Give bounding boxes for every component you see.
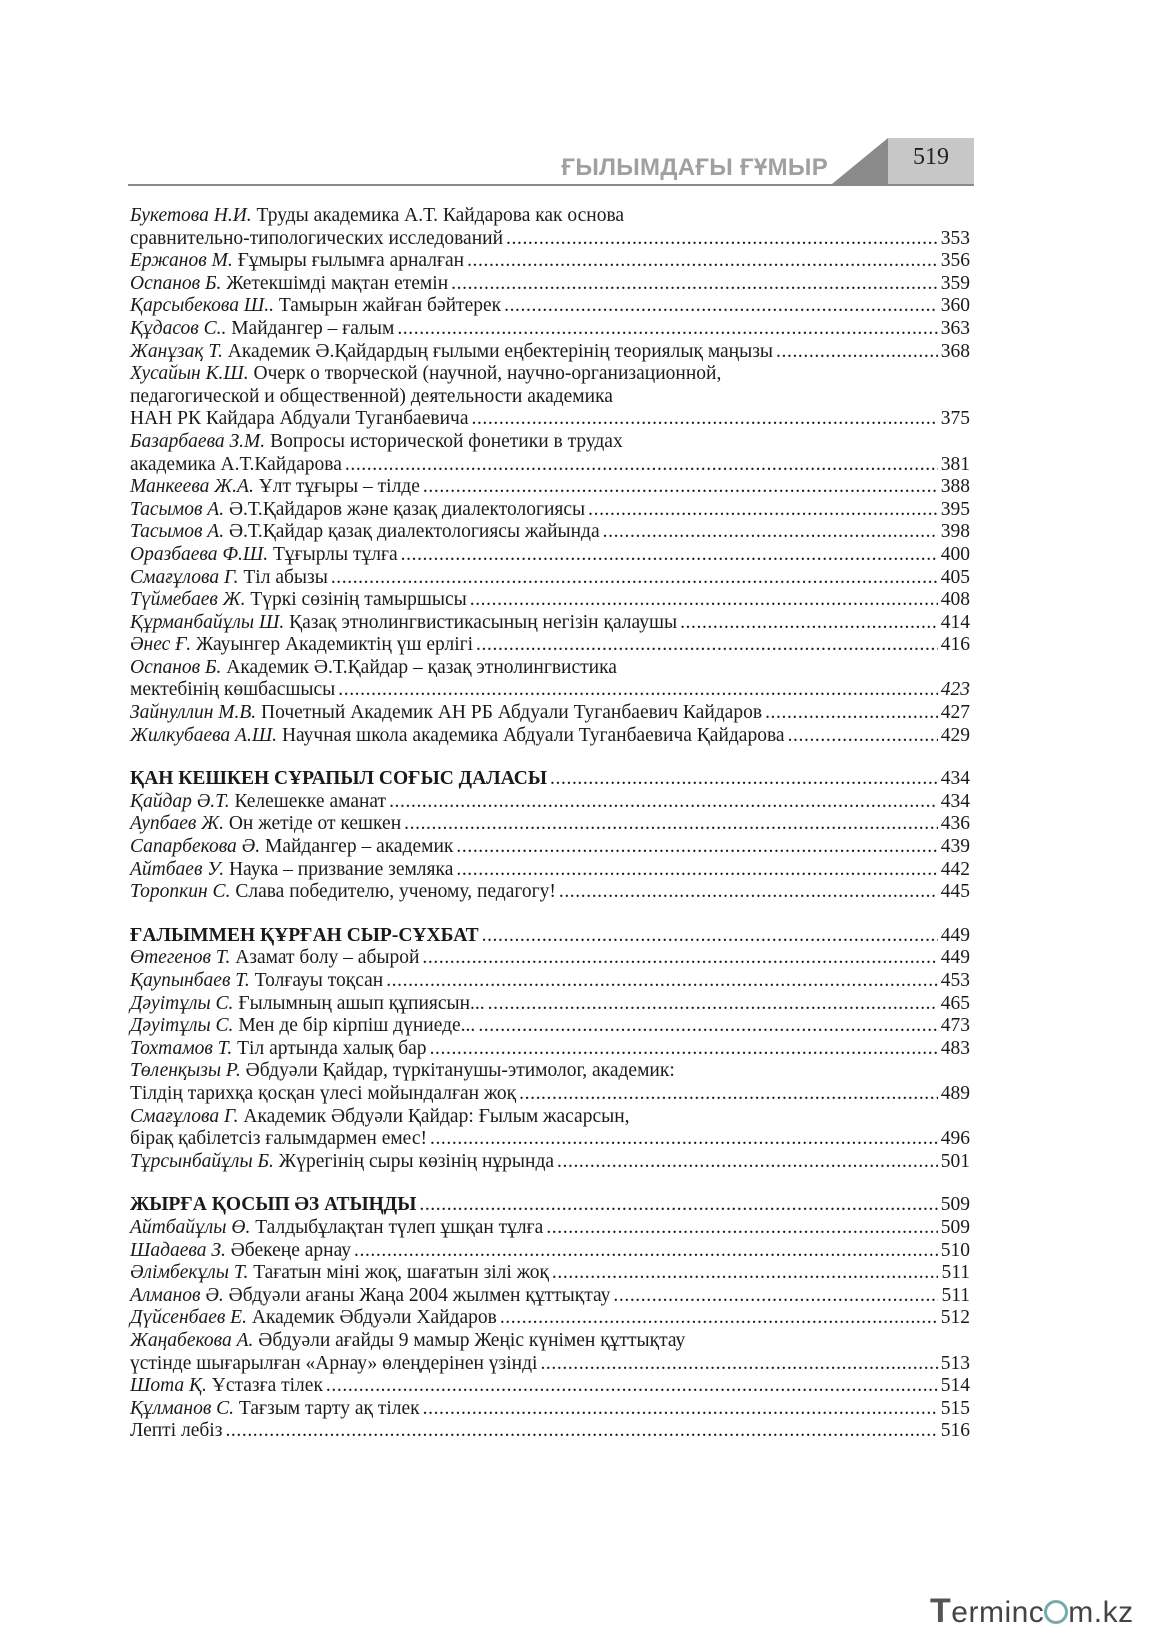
entry-title: Академик Ә.Т.Қайдар – қазақ этнолингвистика (226, 656, 617, 678)
entry-page-number: 360 (940, 295, 970, 317)
entry-text (130, 836, 453, 859)
entry-title: Тілдің тарихқа қосқан үлесі мойындалған жоқ (130, 1082, 517, 1104)
toc-entry-line (130, 859, 970, 882)
entry-page-number: 368 (940, 340, 970, 362)
toc-entry-line (130, 499, 970, 522)
entry-page-number: 400 (940, 543, 970, 565)
dot-leader (478, 1015, 937, 1038)
entry-title: Әбдуәли ағаны Жаңа 2004 жылмен құттықтау (228, 1284, 611, 1306)
dot-leader (559, 881, 938, 904)
entry-page-number: 510 (940, 1239, 970, 1261)
entry-author: Дәуітұлы С. (130, 1015, 234, 1037)
dot-leader (422, 947, 937, 970)
toc-entry-line (130, 702, 970, 725)
dot-leader (540, 1353, 937, 1376)
toc-entry-line (130, 431, 970, 454)
toc-entry-line (130, 1015, 970, 1038)
entry-page-number: 489 (940, 1082, 970, 1104)
entry-author: Әлімбекұлы Т. (130, 1262, 249, 1284)
dot-leader (776, 341, 938, 364)
entry-text (130, 363, 721, 386)
toc-section-heading (130, 768, 970, 791)
entry-title: Әбдуәли ағайды 9 мамыр Жеңіс күнімен құттықтау (258, 1329, 686, 1351)
entry-title: бірақ қабілетсіз ғалымдармен емес! (130, 1128, 427, 1150)
entry-text (130, 567, 328, 590)
entry-text (130, 521, 600, 544)
entry-author: Құрманбайұлы Ш. (130, 611, 285, 633)
entry-text (130, 1015, 475, 1038)
toc-entry-line (130, 476, 970, 499)
section-title: ҚАН КЕШКЕН СҰРАПЫЛ СОҒЫС ДАЛАСЫ (130, 768, 548, 790)
entry-author: Құлманов С. (130, 1397, 235, 1419)
entry-text (130, 1083, 516, 1106)
entry-page-number: 408 (940, 589, 970, 611)
entry-author: Жанұзақ Т. (130, 340, 223, 362)
toc-section-heading (130, 1194, 970, 1217)
toc-entry-line (130, 1217, 970, 1240)
entry-text (130, 228, 503, 251)
dot-leader (338, 679, 938, 702)
dot-leader (680, 612, 938, 635)
entry-title: Очерк о творческой (научной, научно-организационной, (253, 363, 722, 385)
entry-title: Он жетіде от кешкен (228, 813, 402, 835)
dot-leader (401, 544, 938, 567)
entry-text (130, 1307, 497, 1330)
toc-entry-line (130, 657, 970, 680)
entry-text (130, 295, 501, 318)
toc-entry-line (130, 1106, 970, 1129)
entry-text (130, 791, 386, 814)
entry-author: Қарсыбекова Ш.. (130, 295, 274, 317)
entry-author: Әнес Ғ. (130, 634, 192, 656)
entry-text (130, 993, 485, 1016)
entry-text (130, 1060, 675, 1083)
watermark-t: T (930, 1592, 952, 1630)
dot-leader (397, 318, 937, 341)
header-title: ҒЫЛЫМДАҒЫ ҒҰМЫР (561, 154, 828, 181)
entry-text (130, 1151, 554, 1174)
toc-entry-line (130, 454, 970, 477)
entry-text (130, 702, 762, 725)
entry-page-number: 512 (940, 1307, 970, 1329)
dot-leader (500, 1307, 938, 1330)
entry-author: Қаупынбаев Т. (130, 970, 250, 991)
watermark-part2: m.kz (1068, 1596, 1134, 1629)
dot-leader (504, 295, 938, 318)
toc-entry-line (130, 567, 970, 590)
entry-text (130, 634, 473, 657)
entry-title: Толғауы тоқсан (254, 970, 384, 991)
entry-title: Ғылымның ашып құпиясын... (238, 992, 485, 1014)
toc-entry-line (130, 947, 970, 970)
entry-title: Тіл абызы (243, 566, 328, 588)
entry-text (130, 1285, 610, 1308)
entry-title: Жауынгер Академиктің үш ерлігі (196, 634, 474, 656)
entry-author: Ержанов М. (130, 250, 233, 272)
entry-page-number: 509 (940, 1194, 970, 1216)
entry-author: Алманов Ә. (130, 1284, 224, 1306)
entry-page-number: 515 (940, 1397, 970, 1419)
toc-entry-line (130, 1083, 970, 1106)
magnifier-icon (1044, 1600, 1068, 1624)
toc-entry-line (130, 205, 970, 228)
dot-leader (456, 859, 937, 882)
entry-page-number: 453 (940, 970, 970, 991)
entry-text (130, 725, 785, 748)
entry-text (130, 881, 556, 904)
dot-leader (225, 1420, 937, 1443)
toc-entry-line (130, 1285, 970, 1308)
toc-entry-line (130, 725, 970, 748)
entry-page-number: 434 (940, 768, 970, 790)
entry-page-number: 473 (940, 1015, 970, 1037)
dot-leader (476, 634, 938, 657)
toc-entry-line (130, 521, 970, 544)
entry-page-number: 509 (940, 1216, 970, 1238)
entry-author: Оспанов Б. (130, 272, 222, 294)
toc-entry-line (130, 993, 970, 1016)
entry-page-number: 516 (940, 1420, 970, 1442)
entry-text (130, 612, 677, 635)
dot-leader (423, 1398, 938, 1421)
entry-title: Ұлт тұғыры – тілде (258, 476, 420, 498)
entry-title: Жүрегінің сыры көзінің нұрында (278, 1150, 555, 1172)
entry-author: Дүйсенбаев Е. (130, 1307, 247, 1329)
entry-text (130, 947, 419, 970)
toc-entry-line (130, 1262, 970, 1285)
entry-author: Құдасов С.. (130, 317, 227, 339)
dot-leader (506, 228, 938, 251)
entry-text (130, 1038, 427, 1061)
toc-entry-line (130, 1353, 970, 1376)
dot-leader (557, 1151, 938, 1174)
entry-title: Әбдуәли Қайдар, түркітанушы-этимолог, академик: (245, 1060, 675, 1082)
entry-title: Лепті лебіз (130, 1420, 223, 1442)
toc-entry-line (130, 1307, 970, 1330)
entry-author: Сапарбекова Ә. (130, 836, 261, 858)
entry-page-number: 496 (940, 1128, 970, 1150)
entry-title: Тағзым тарту ақ тілек (238, 1397, 420, 1419)
entry-text (130, 431, 623, 454)
entry-text (130, 859, 453, 882)
toc-entry-line (130, 1060, 970, 1083)
entry-author: Өтегенов Т. (130, 947, 231, 969)
section-title: ЖЫРҒА ҚОСЫП ӘЗ АТЫҢДЫ (130, 1194, 417, 1216)
toc-entry-line (130, 341, 970, 364)
toc-entry-line (130, 813, 970, 836)
entry-author: Оразбаева Ф.Ш. (130, 543, 269, 565)
toc-entry-line (130, 250, 970, 273)
entry-page-number: 375 (940, 408, 970, 430)
toc-entry-line (130, 318, 970, 341)
entry-title: үстінде шығарылған «Арнау» өлеңдерінен үзінді (130, 1352, 538, 1374)
dot-leader (456, 836, 937, 859)
toc-entry-line (130, 1151, 970, 1174)
entry-title: Тағатын міні жоқ, шағатын зілі жоқ (253, 1262, 549, 1284)
entry-title: Азамат болу – абырой (235, 947, 420, 969)
entry-author: Аупбаев Ж. (130, 813, 224, 835)
toc-entry-line (130, 612, 970, 635)
entry-author: Жаңабекова А. (130, 1329, 254, 1351)
toc-entry-line (130, 970, 970, 993)
entry-author: Тасымов А. (130, 498, 225, 520)
entry-page-number: 423 (940, 679, 970, 701)
entry-text (130, 1398, 420, 1421)
toc-section-heading (130, 925, 970, 948)
dot-leader (345, 454, 938, 477)
entry-text (130, 1128, 427, 1151)
entry-title: Келешекке аманат (234, 790, 387, 812)
entry-text (130, 544, 398, 567)
entry-page-number: 442 (940, 858, 970, 880)
entry-page-number: 356 (940, 250, 970, 272)
entry-page-number: 414 (940, 611, 970, 633)
toc-entry-line (130, 791, 970, 814)
entry-page-number: 465 (940, 992, 970, 1014)
dot-leader (451, 273, 938, 296)
entry-page-number: 388 (940, 476, 970, 498)
entry-author: Торопкин С. (130, 881, 231, 903)
entry-page-number: 436 (940, 813, 970, 835)
entry-text (130, 1240, 351, 1263)
watermark-logo (930, 1592, 1134, 1631)
entry-author: Шадаева З. (130, 1239, 226, 1261)
dot-leader (423, 476, 938, 499)
toc-entry-line (130, 544, 970, 567)
dot-leader (546, 1217, 937, 1240)
entry-text (130, 499, 585, 522)
entry-page-number: 359 (940, 272, 970, 294)
entry-title: Тамырын жайған бәйтерек (278, 295, 502, 317)
dot-leader (389, 791, 938, 814)
entry-title: Ә.Т.Қайдаров және қазақ диалектологиясы (228, 498, 586, 520)
entry-page-number: 405 (940, 566, 970, 588)
entry-author: Түймебаев Ж. (130, 589, 246, 611)
toc-entry-line (130, 1038, 970, 1061)
dot-leader (603, 521, 938, 544)
toc-entry-line (130, 273, 970, 296)
entry-author: Оспанов Б. (130, 656, 222, 678)
dot-leader (430, 1128, 938, 1151)
entry-title: Қазақ этнолингвистикасының негізін қалаушы (289, 611, 678, 633)
entry-page-number: 449 (940, 947, 970, 969)
entry-author: Тохтамов Т. (130, 1037, 233, 1059)
header-rule (128, 184, 974, 186)
entry-title: Ә.Т.Қайдар қазақ диалектологиясы жайында (228, 521, 600, 543)
entry-page-number: 429 (940, 724, 970, 746)
toc-entry-line (130, 295, 970, 318)
dot-leader (326, 1375, 938, 1398)
entry-author: Зайнуллин М.В. (130, 702, 257, 724)
toc-entry-line (130, 881, 970, 904)
watermark-part1: erminc (951, 1596, 1045, 1629)
entry-author: Тұрсынбайұлы Б. (130, 1150, 274, 1172)
entry-page-number: 398 (940, 521, 970, 543)
toc-entry-line (130, 679, 970, 702)
entry-title: Мен де бір кірпіш дүниеде... (238, 1015, 476, 1037)
entry-author: Дәуітұлы С. (130, 992, 234, 1014)
entry-title: академика А.Т.Кайдарова (130, 453, 342, 475)
toc-entry-line (130, 1375, 970, 1398)
dot-leader (404, 813, 938, 836)
entry-text (130, 657, 617, 680)
entry-text (130, 386, 613, 409)
entry-text (130, 273, 448, 296)
section-gap (130, 904, 970, 925)
entry-page-number: 445 (940, 881, 970, 903)
entry-text (130, 679, 335, 702)
entry-title: педагогической и общественной) деятельности академика (130, 385, 613, 407)
entry-text (130, 250, 464, 273)
entry-text (130, 454, 342, 477)
entry-text (130, 1262, 549, 1285)
dot-leader (471, 408, 937, 431)
running-header (128, 138, 974, 186)
entry-text (130, 341, 773, 364)
entry-author: Айтбайұлы Ө. (130, 1216, 251, 1238)
table-of-contents (130, 205, 970, 1443)
entry-page-number: 363 (940, 317, 970, 339)
entry-title: Слава победителю, ученому, педагогу! (235, 881, 556, 903)
entry-title: НАН РК Кайдара Абдуали Туганбаевича (130, 408, 469, 430)
entry-author: Хусайын К.Ш. (130, 363, 249, 385)
entry-author: Смағұлова Г. (130, 566, 239, 588)
dot-leader (550, 768, 938, 791)
toc-entry-line (130, 408, 970, 431)
toc-entry-line (130, 228, 970, 251)
toc-entry-line (130, 836, 970, 859)
entry-text (130, 205, 624, 228)
dot-leader (467, 250, 938, 273)
entry-title: Академик Ә.Қайдардың ғылыми еңбектерінің теориялық маңызы (227, 340, 774, 362)
entry-title: Труды академика А.Т. Кайдарова как основа (256, 205, 625, 226)
entry-text (130, 970, 383, 993)
entry-page-number: 434 (940, 790, 970, 812)
dot-leader (354, 1240, 938, 1263)
entry-title: Талдыбұлақтан түлеп ұшқан тұлға (255, 1216, 544, 1238)
section-gap (130, 1173, 970, 1194)
dot-leader (482, 925, 938, 948)
entry-author: Букетова Н.И. (130, 205, 252, 226)
entry-title: Майдангер – академик (265, 836, 454, 858)
toc-entry-line (130, 363, 970, 386)
entry-page-number: 416 (940, 634, 970, 656)
entry-text (130, 476, 420, 499)
entry-title: Тұғырлы тұлға (273, 543, 398, 565)
entry-page-number: 449 (940, 924, 970, 946)
entry-text (130, 1353, 537, 1376)
entry-title: Әбекеңе арнау (230, 1239, 351, 1261)
dot-leader (788, 725, 938, 748)
entry-page-number: 395 (940, 498, 970, 520)
toc-entry-line (130, 1128, 970, 1151)
dot-leader (419, 1194, 937, 1217)
entry-title: Майдангер – ғалым (231, 317, 395, 339)
entry-author: Тасымов А. (130, 521, 225, 543)
entry-title: Тіл артында халық бар (237, 1037, 427, 1059)
entry-author: Айтбаев У. (130, 858, 225, 880)
entry-author: Смағұлова Г. (130, 1105, 239, 1127)
entry-title: Түркі сөзінің тамыршысы (250, 589, 467, 611)
entry-title: Жетекшімді мақтан етемін (226, 272, 449, 294)
entry-author: Төленқызы Р. (130, 1060, 241, 1082)
dot-leader (765, 702, 938, 725)
entry-author: Шота Қ. (130, 1375, 207, 1397)
dot-leader (331, 567, 938, 590)
header-triangle-decoration (832, 138, 888, 184)
entry-text (130, 318, 394, 341)
entry-title: Академик Әбдуәли Хайдаров (251, 1307, 497, 1329)
entry-text (130, 1330, 685, 1353)
entry-page-number: 381 (940, 453, 970, 475)
entry-page-number: 427 (940, 702, 970, 724)
entry-title: Вопросы исторической фонетики в трудах (270, 430, 623, 452)
toc-entry-line (130, 1398, 970, 1421)
entry-title: Научная школа академика Абдуали Туганбаевича Қайдарова (281, 724, 785, 746)
toc-entry-line (130, 634, 970, 657)
entry-text (130, 1106, 630, 1129)
entry-page-number: 514 (940, 1375, 970, 1397)
entry-page-number: 439 (940, 836, 970, 858)
entry-text (130, 408, 468, 431)
entry-title: сравнительно-типологических исследований (130, 227, 504, 249)
entry-text (130, 1420, 222, 1443)
entry-text (130, 813, 401, 836)
toc-entry-line (130, 1240, 970, 1263)
dot-leader (552, 1262, 939, 1285)
section-gap (130, 747, 970, 768)
entry-title: Почетный Академик АН РБ Абдуали Туганбаевич Кайдаров (261, 702, 763, 724)
entry-page-number: 511 (941, 1262, 970, 1284)
page-number: 519 (913, 144, 949, 170)
entry-text (130, 589, 467, 612)
dot-leader (519, 1083, 938, 1106)
dot-leader (588, 499, 938, 522)
toc-entry-line (130, 1420, 970, 1443)
entry-title: Ғұмыры ғылымға арналған (237, 250, 465, 272)
toc-entry-line (130, 386, 970, 409)
page-number-box (888, 138, 974, 184)
section-title: ҒАЛЫММЕН ҚҰРҒАН СЫР-СҰХБАТ (130, 924, 479, 946)
dot-leader (386, 970, 938, 993)
entry-author: Базарбаева З.М. (130, 430, 266, 452)
entry-title: Наука – призвание земляка (228, 858, 454, 880)
entry-page-number: 511 (941, 1284, 970, 1306)
dot-leader (430, 1038, 938, 1061)
toc-entry-line (130, 1330, 970, 1353)
entry-page-number: 513 (940, 1352, 970, 1374)
dot-leader (488, 993, 938, 1016)
toc-entry-line (130, 589, 970, 612)
entry-page-number: 483 (940, 1037, 970, 1059)
entry-author: Қайдар Ә.Т. (130, 790, 230, 812)
entry-text (130, 1375, 323, 1398)
entry-page-number: 501 (940, 1150, 970, 1172)
entry-text (130, 1217, 543, 1240)
entry-author: Жилкубаева А.Ш. (130, 724, 278, 746)
entry-title: мектебінің көшбасшысы (130, 679, 336, 701)
dot-leader (470, 589, 938, 612)
entry-page-number: 353 (940, 227, 970, 249)
entry-title: Ұстазға тілек (211, 1375, 323, 1397)
entry-author: Манкеева Ж.А. (130, 476, 254, 498)
entry-title: Академик Әбдуәли Қайдар: Ғылым жасарсын, (243, 1105, 630, 1127)
dot-leader (613, 1285, 938, 1308)
